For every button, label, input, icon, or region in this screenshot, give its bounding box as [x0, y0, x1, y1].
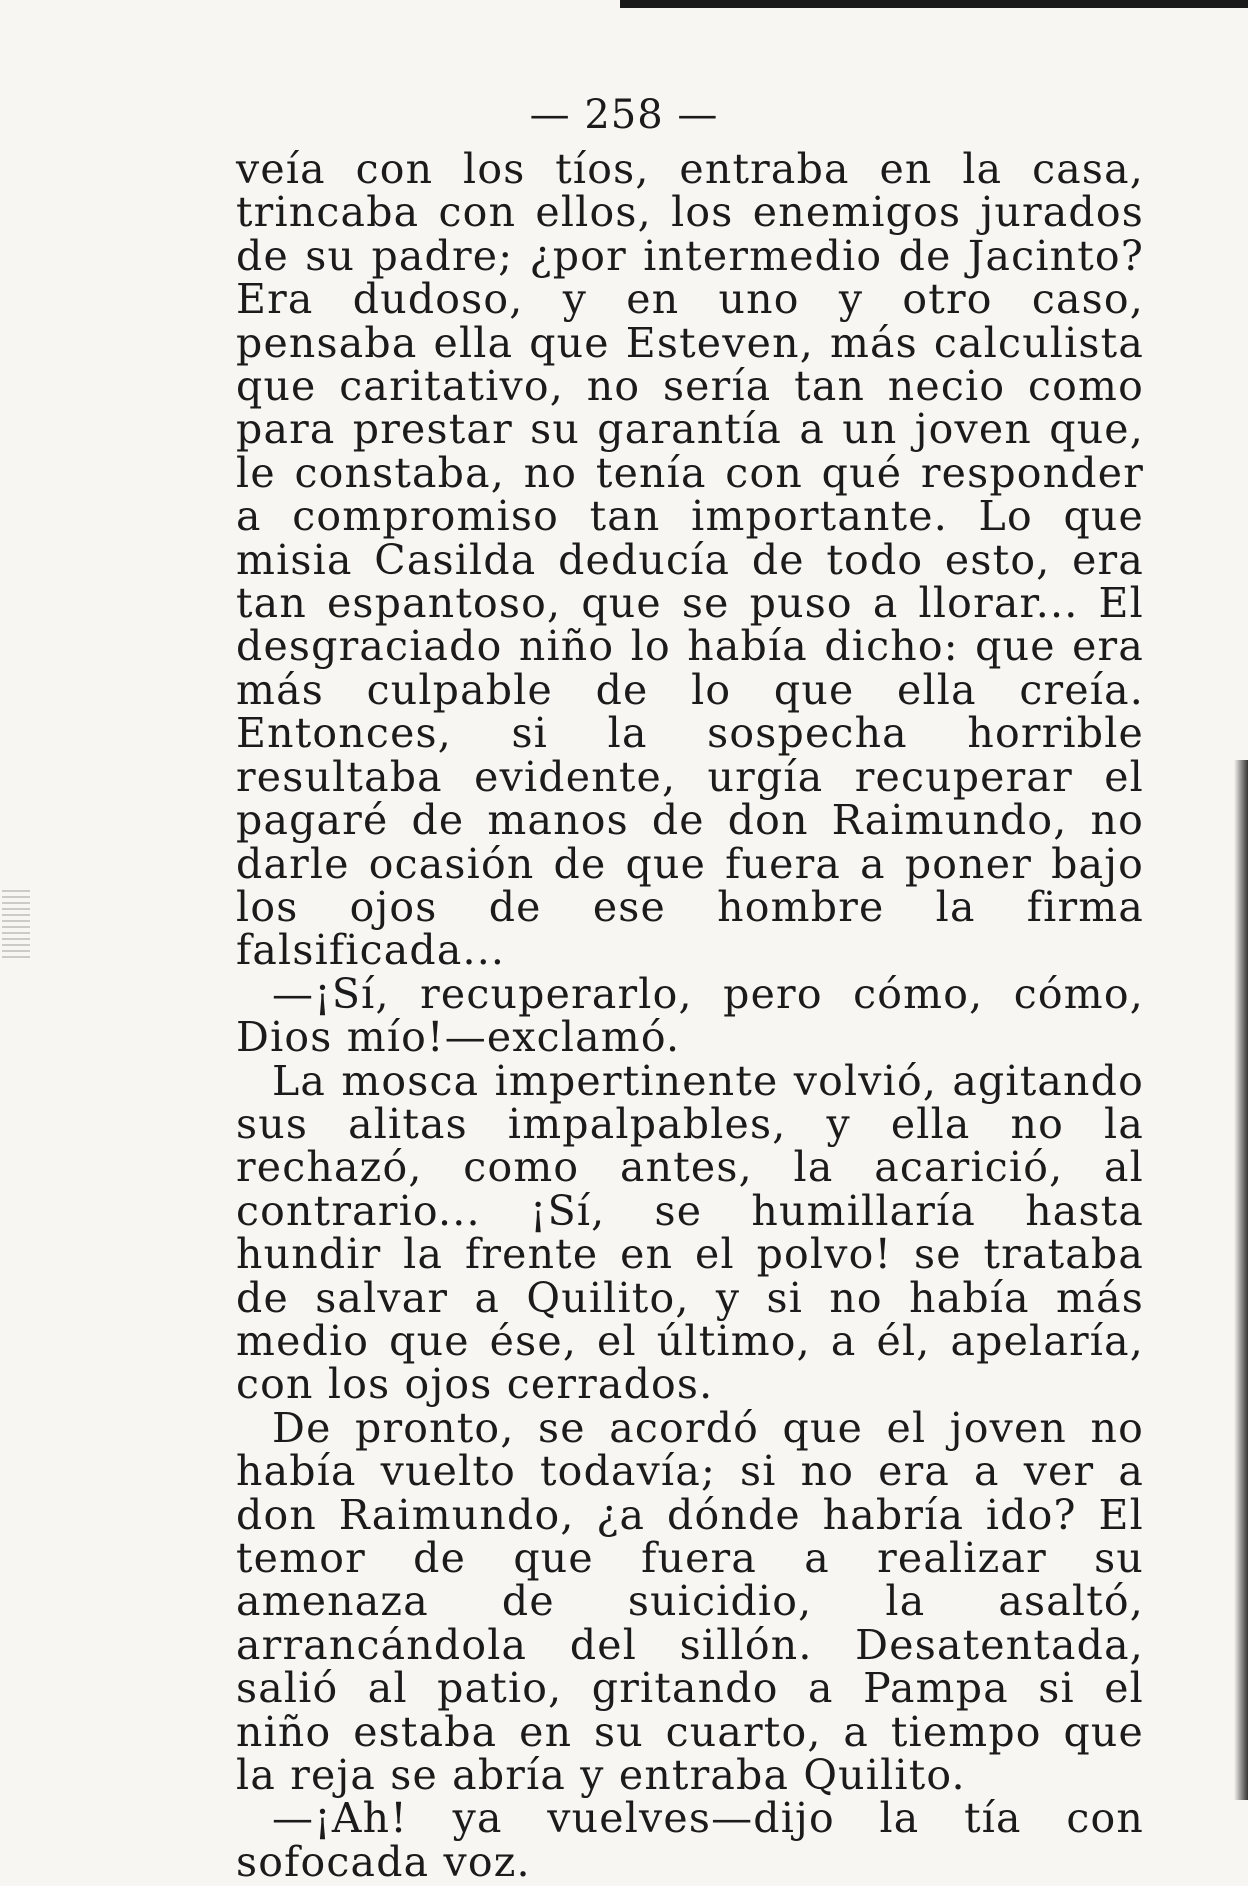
paragraph: La mosca impertinente volvió, agitando sus alitas impalpables, y ella no la rechazó, como antes, la acarició, al contrario... ¡Sí, se humillaría hasta hundir la frente en el polvo! se trataba de salvar a Quilito, y si no había más medio que ése, el último, a él, apelaría, con los ojos cerrados.	[236, 1056, 1144, 1409]
page-edge-shadow	[1234, 760, 1248, 1800]
page-number: — 258 —	[529, 92, 719, 138]
paragraph: —¡Sí, recuperarlo, pero cómo, cómo, Dios mío!—exclamó.	[236, 969, 1144, 1062]
top-border-rule	[620, 0, 1248, 8]
paragraph: De pronto, se acordó que el joven no había vuelto todavía; si no era a ver a don Raimundo, ¿a dónde habría ido? El temor de que fuera a realizar su amenaza de suicidio, la asaltó, arrancándola del sillón. Desatentada, salió al patio, gritando a Pampa si el niño estaba en su cuarto, a tiempo que la reja se abría y entraba Quilito.	[236, 1403, 1144, 1800]
body-text	[236, 145, 1144, 1886]
scan-artifact	[2, 890, 30, 960]
paragraph: veía con los tíos, entraba en la casa, trincaba con ellos, los enemigos jurados de su padre; ¿por intermedio de Jacinto? Era dudoso, y en uno y otro caso, pensaba ella que Esteven, más calculista que caritativo, no sería tan necio como para prestar su garantía a un joven que, le constaba, no tenía con qué responder a compromiso tan importante. Lo que misia Casilda deducía de todo esto, era tan espantoso, que se puso a llorar... El desgraciado niño lo había dicho: que era más culpable de lo que ella creía. Entonces, si la sospecha horrible resultaba evidente, urgía recuperar el pagaré de manos de don Raimundo, no darle ocasión de que fuera a poner bajo los ojos de ese hombre la firma falsificada...	[236, 145, 1144, 975]
paragraph: —¡Ah! ya vuelves—dijo la tía con sofocada voz.	[236, 1794, 1144, 1886]
